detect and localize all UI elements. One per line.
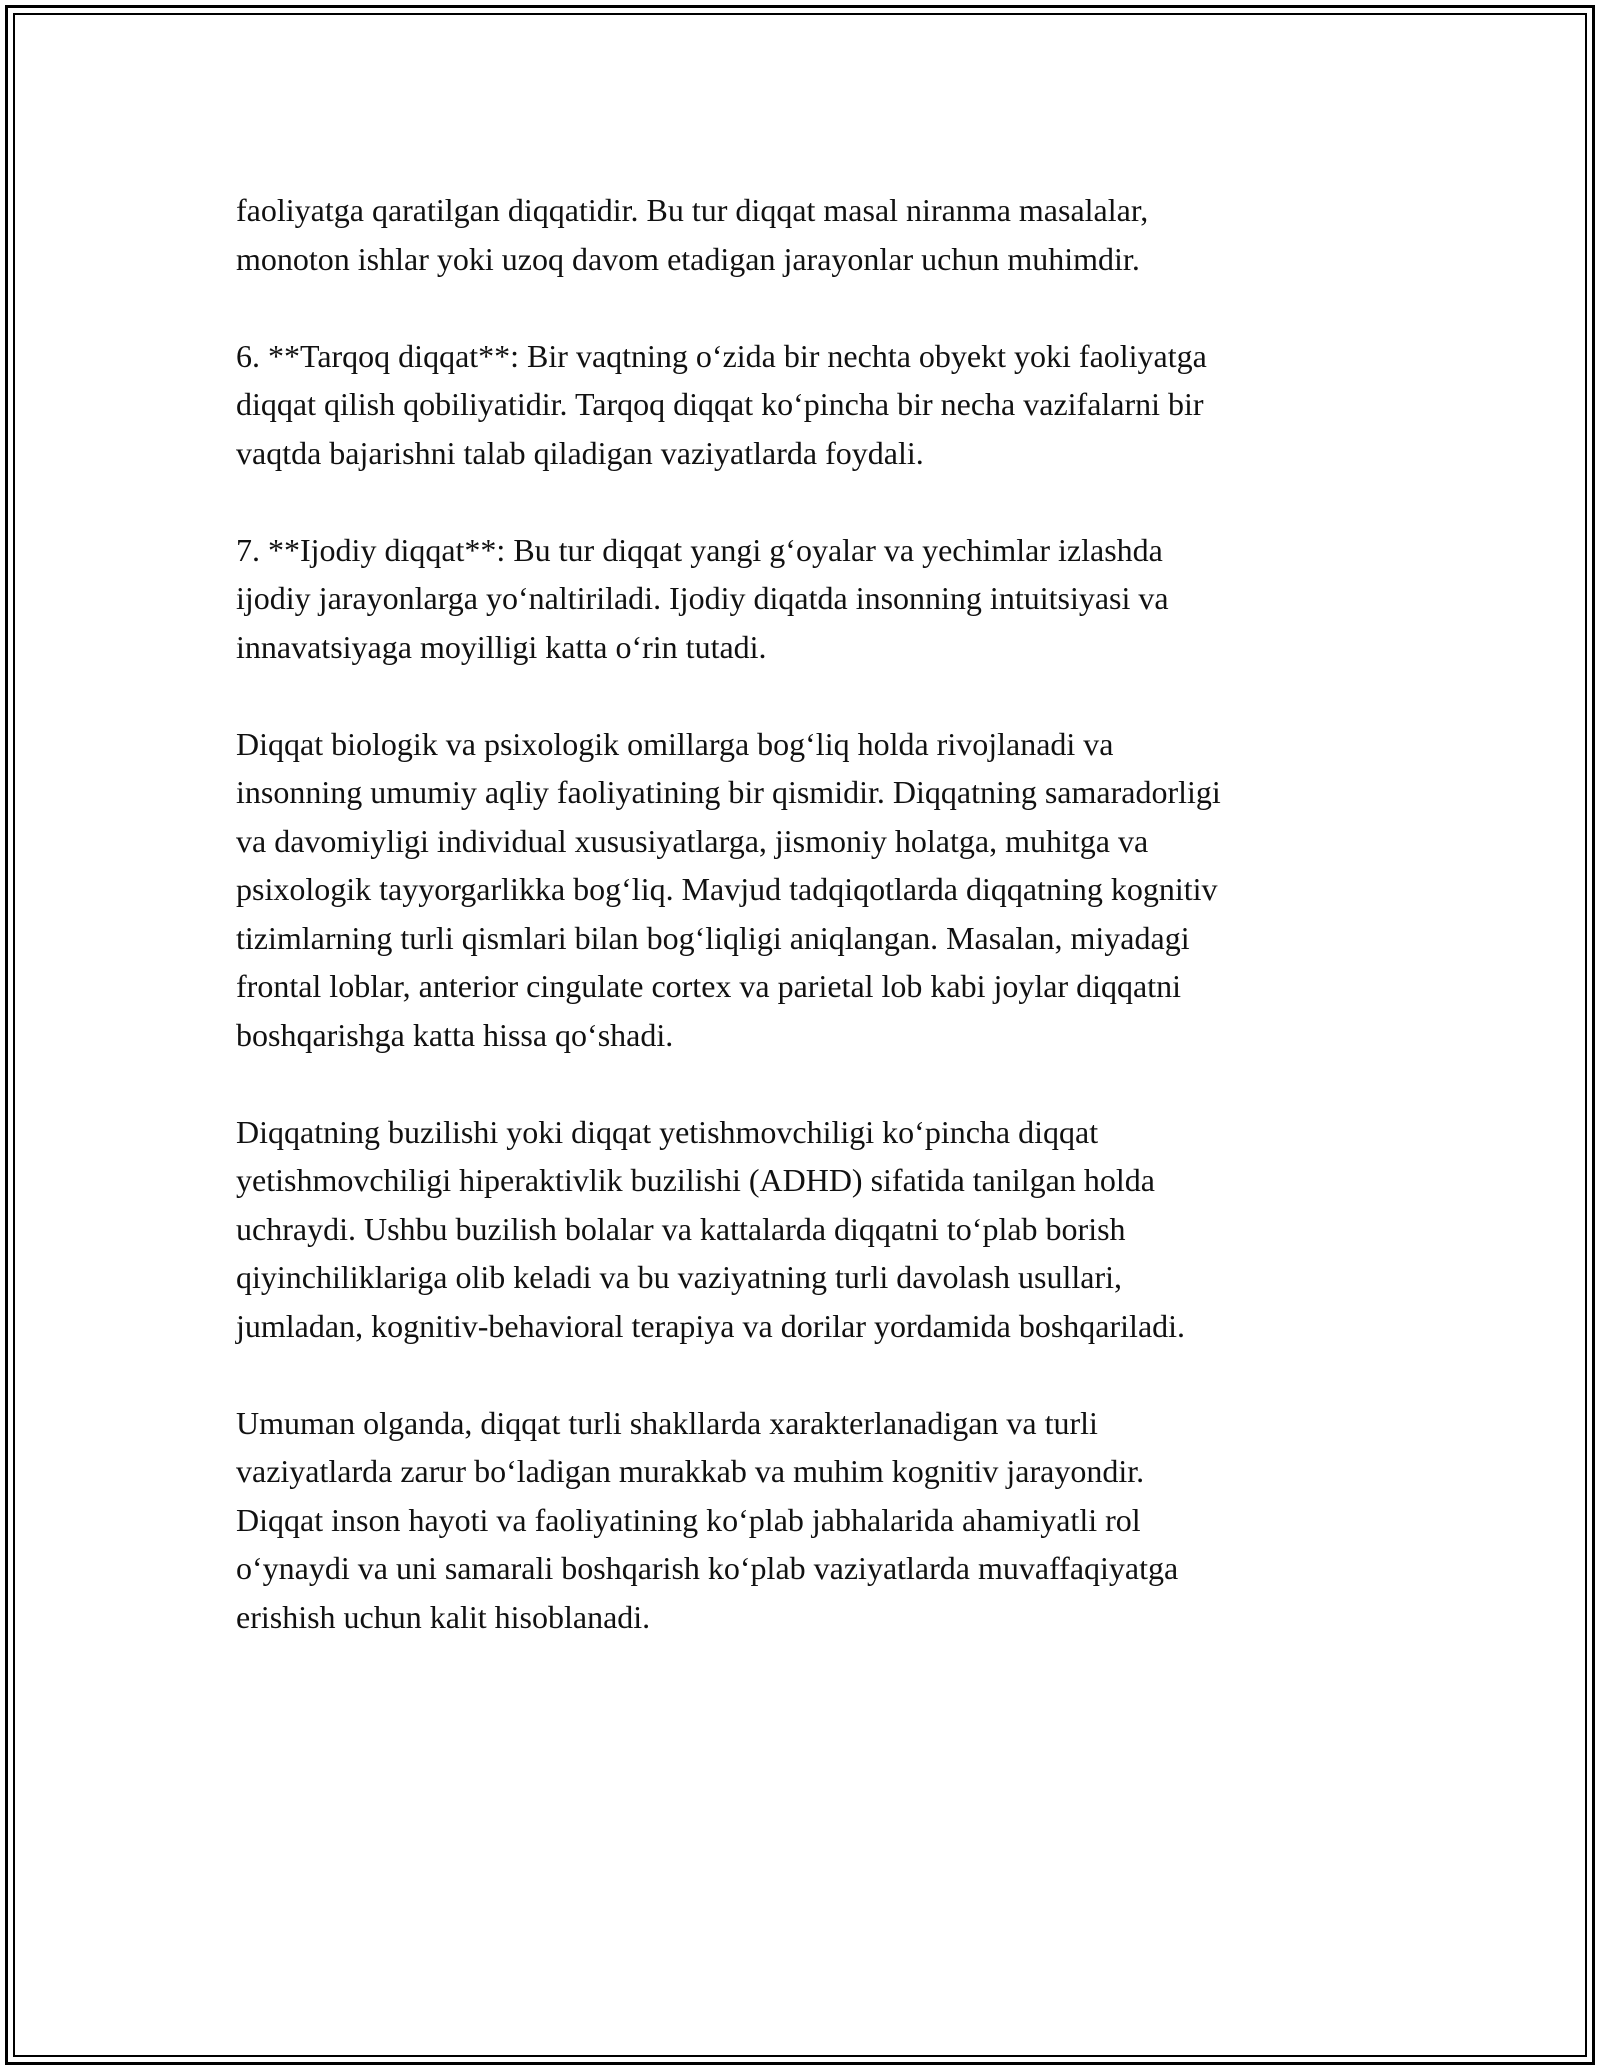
paragraph-focused-attention-end: faoliyatga qaratilgan diqqatidir. Bu tur diqqat masal niranma masalalar, monoton ishlar yoki uzoq davom etadigan jarayonlar uchun muhimdir. xyxy=(236,192,1149,277)
paragraph-creative-attention: 7. **Ijodiy diqqat**: Bu tur diqqat yangi g‘oyalar va yechimlar izlashda ijodiy jarayonlarga yo‘naltiriladi. Ijodiy diqatda insonning intuitsiyasi va innavatsiyaga moyilligi katta o‘rin tutadi. xyxy=(236,531,1169,665)
document-body xyxy=(236,186,1396,1690)
paragraph-biological-factors: Diqqat biologik va psixologik omillarga bog‘liq holda rivojlanadi va insonning umumiy aqliy faoliyatining bir qismidir. Diqqatning samaradorligi va davomiyligi individual xususiyatlarga, jismoniy holatga, muhitga va psixologik tayyorgarlikka bog‘liq. Mavjud tadqiqotlarda diqqatning kognitiv tizimlarning turli qismlari bilan bog‘liqligi aniqlangan. Masalan, miyadagi frontal loblar, anterior cingulate cortex va parietal lob kabi joylar diqqatni boshqarishga katta hissa qo‘shadi. xyxy=(236,725,1221,1053)
paragraph-adhd: Diqqatning buzilishi yoki diqqat yetishmovchiligi ko‘pincha diqqat yetishmovchiligi hiperaktivlik buzilishi (ADHD) sifatida tanilgan holda uchraydi. Ushbu buzilish bolalar va kattalarda diqqatni to‘plab borish qiyinchiliklariga olib keladi va bu vaziyatning turli davolash usullari, jumladan, kognitiv-behavioral terapiya va dorilar yordamida boshqariladi. xyxy=(236,1113,1186,1344)
paragraph-conclusion: Umuman olganda, diqqat turli shakllarda xarakterlanadigan va turli vaziyatlarda zarur bo‘ladigan murakkab va muhim kognitiv jarayondir. Diqqat inson hayoti va faoliyatining ko‘plab jabhalarida ahamiyatli rol o‘ynaydi va uni samarali boshqarish ko‘plab vaziyatlarda muvaffaqiyatga erishish uchun kalit hisoblanadi. xyxy=(236,1404,1179,1635)
paragraph-divided-attention: 6. **Tarqoq diqqat**: Bir vaqtning o‘zida bir nechta obyekt yoki faoliyatga diqqat qilish qobiliyatidir. Tarqoq diqqat ko‘pincha bir necha vazifalarni bir vaqtda bajarishni talab qiladigan vaziyatlarda foydali. xyxy=(236,337,1207,471)
